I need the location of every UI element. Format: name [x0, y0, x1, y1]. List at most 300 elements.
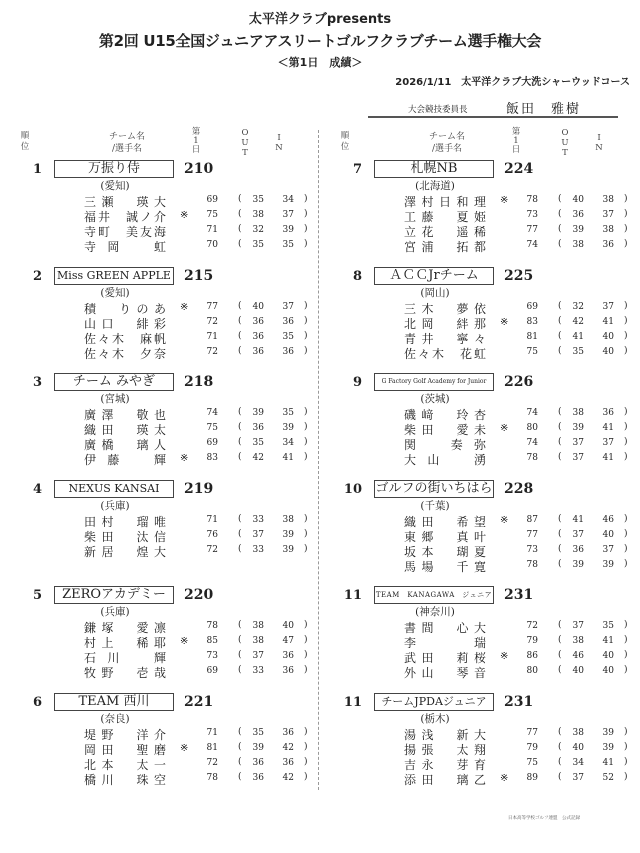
- paren-close: ): [624, 224, 628, 234]
- player-score: 81: [206, 742, 218, 753]
- player-in-score: 41: [602, 316, 614, 327]
- paren-close: ): [624, 558, 628, 569]
- drop-score-mark: ※: [180, 301, 189, 313]
- player-out-score: 36: [252, 331, 264, 342]
- player-row: [332, 421, 632, 436]
- player-score: 75: [206, 210, 218, 220]
- player-name: 橋川 珠空: [84, 772, 166, 787]
- player-in-score: 46: [602, 514, 614, 525]
- team-rank: 8: [352, 268, 362, 284]
- player-row: [332, 649, 632, 664]
- paren-close: ): [624, 543, 628, 554]
- player-score: 72: [206, 544, 218, 555]
- player-score: 80: [526, 666, 538, 676]
- team-total: 218: [184, 374, 214, 390]
- player-out-score: 35: [252, 195, 264, 205]
- player-list: [332, 619, 632, 679]
- player-name: 書間 心大: [404, 621, 486, 635]
- player-row: [332, 193, 632, 208]
- team-prefecture: (千葉): [420, 499, 450, 512]
- player-in-score: 38: [602, 195, 614, 205]
- paren-open: (: [238, 528, 242, 539]
- player-out-score: 39: [252, 408, 264, 418]
- team-rank: 11: [343, 588, 362, 603]
- player-row: [12, 451, 312, 466]
- paren-open: (: [238, 513, 242, 524]
- team-total: 231: [504, 693, 534, 710]
- paren-close: ): [304, 543, 308, 554]
- paren-open: (: [558, 543, 562, 554]
- drop-score-mark: ※: [500, 316, 509, 328]
- player-row: [332, 238, 632, 253]
- player-in-score: 37: [602, 301, 614, 312]
- player-out-score: 39: [252, 742, 264, 753]
- team-prefecture: (兵庫): [100, 499, 130, 512]
- paren-close: ): [624, 194, 628, 204]
- player-in-score: 36: [282, 757, 294, 768]
- header-player-label: /選手名: [111, 144, 143, 154]
- paren-open: (: [558, 422, 562, 432]
- team-block: [332, 586, 632, 693]
- player-in-score: 42: [282, 772, 294, 783]
- player-in-score: 36: [602, 240, 614, 250]
- team-name: ＡＣＣJrチーム: [374, 267, 494, 285]
- paren-close: ): [304, 771, 308, 782]
- team-name: 札幌NB: [374, 160, 494, 178]
- paren-open: (: [558, 452, 562, 462]
- player-score: 83: [526, 316, 538, 327]
- player-out-score: 36: [572, 544, 584, 555]
- player-out-score: 37: [572, 438, 584, 448]
- player-score: 74: [526, 408, 538, 418]
- paren-open: (: [238, 209, 242, 219]
- paren-open: (: [558, 528, 562, 539]
- paren-open: (: [238, 543, 242, 554]
- drop-score-mark: ※: [500, 772, 509, 784]
- player-row: [12, 528, 312, 543]
- player-score: 77: [206, 301, 218, 312]
- player-out-score: 40: [572, 195, 584, 205]
- player-score: 69: [526, 301, 538, 312]
- player-in-score: 36: [602, 408, 614, 418]
- player-list: [332, 406, 632, 466]
- team-prefecture: (愛知): [100, 286, 130, 299]
- paren-open: (: [238, 650, 242, 660]
- player-row: [12, 756, 312, 771]
- player-in-score: 34: [282, 438, 294, 448]
- player-name: 工藤 夏姫: [404, 210, 486, 224]
- official-signature-line: [368, 100, 618, 118]
- paren-open: (: [238, 771, 242, 782]
- player-out-score: 37: [572, 453, 584, 463]
- player-score: 72: [526, 621, 538, 631]
- player-score: 71: [206, 331, 218, 342]
- player-in-score: 41: [282, 453, 294, 463]
- paren-open: (: [558, 209, 562, 219]
- team-block: [12, 267, 312, 374]
- player-out-score: 40: [252, 301, 264, 312]
- player-in-score: 37: [602, 544, 614, 555]
- player-in-score: 40: [602, 346, 614, 357]
- team-rank: 4: [32, 481, 42, 497]
- paren-open: (: [558, 771, 562, 782]
- player-out-score: 38: [572, 408, 584, 418]
- player-row: [332, 756, 632, 771]
- paren-close: ): [304, 528, 308, 539]
- paren-close: ): [624, 330, 628, 341]
- event-title: 第2回 U15全国ジュニアアスリートゴルフクラブチーム選手権大会: [98, 32, 542, 50]
- paren-open: (: [238, 300, 242, 311]
- player-out-score: 34: [572, 757, 584, 768]
- player-score: 73: [526, 544, 538, 555]
- paren-close: ): [624, 528, 628, 539]
- player-name: 堤野 洋介: [84, 727, 166, 742]
- player-name: 外山 琴音: [404, 666, 486, 680]
- player-row: [12, 300, 312, 315]
- player-name: 岡田 聖磨: [84, 742, 166, 757]
- player-out-score: 42: [252, 453, 264, 463]
- paren-open: (: [558, 300, 562, 311]
- paren-close: ): [304, 194, 308, 204]
- player-name: 湯浅 新大: [404, 727, 486, 742]
- player-name: 磯﨑 玲杏: [404, 408, 486, 422]
- player-name: 馬場 千寛: [404, 559, 486, 574]
- paren-open: (: [238, 194, 242, 204]
- team-name: チーム みやぎ: [54, 373, 174, 391]
- player-out-score: 33: [252, 514, 264, 525]
- player-score: 77: [526, 225, 538, 235]
- player-in-score: 39: [282, 423, 294, 433]
- player-score: 78: [206, 772, 218, 783]
- team-prefecture: (愛知): [100, 180, 130, 192]
- paren-open: (: [558, 239, 562, 249]
- player-score: 71: [206, 514, 218, 525]
- player-score: 89: [526, 772, 538, 783]
- player-score: 69: [206, 438, 218, 448]
- player-out-score: 32: [572, 301, 584, 312]
- paren-close: ): [304, 620, 308, 630]
- player-name: 柴田 汰信: [84, 529, 166, 544]
- team-block: [12, 373, 312, 480]
- drop-score-mark: ※: [500, 423, 509, 434]
- player-out-score: 35: [252, 727, 264, 738]
- paren-open: (: [238, 239, 242, 249]
- player-in-score: 47: [282, 636, 294, 646]
- paren-close: ): [624, 756, 628, 767]
- team-rank: 2: [32, 268, 42, 284]
- paren-close: ): [624, 620, 628, 630]
- player-score: 74: [526, 438, 538, 448]
- paren-close: ): [304, 635, 308, 645]
- team-block: [12, 160, 312, 267]
- player-score: 77: [526, 727, 538, 738]
- player-in-score: 39: [602, 727, 614, 738]
- player-in-score: 36: [282, 727, 294, 738]
- player-name: 織田 瑛太: [84, 423, 166, 437]
- player-name: 揚張 太翔: [404, 742, 486, 757]
- player-name: 廣澤 敬也: [84, 408, 166, 422]
- header-team-label: チーム名: [108, 132, 145, 142]
- paren-close: ): [304, 726, 308, 737]
- player-score: 69: [206, 195, 218, 205]
- player-in-score: 40: [602, 651, 614, 661]
- player-list: [12, 406, 312, 466]
- player-name: 石川 輝: [84, 651, 166, 665]
- player-out-score: 46: [572, 651, 584, 661]
- player-row: [332, 619, 632, 634]
- paren-close: ): [304, 513, 308, 524]
- paren-open: (: [558, 635, 562, 645]
- team-name: NEXUS KANSAI: [54, 480, 174, 498]
- player-row: [12, 193, 312, 208]
- drop-score-mark: ※: [180, 742, 189, 754]
- player-score: 80: [526, 423, 538, 433]
- paren-close: ): [624, 437, 628, 447]
- paren-close: ): [624, 239, 628, 249]
- header-out: O U T: [241, 128, 249, 158]
- paren-open: (: [558, 726, 562, 737]
- player-name: 澤村日和理: [404, 195, 486, 209]
- column-header: [332, 128, 632, 160]
- player-score: 69: [206, 666, 218, 676]
- player-in-score: 39: [602, 559, 614, 570]
- player-row: [12, 421, 312, 436]
- team-name: ZEROアカデミー: [54, 586, 174, 604]
- team-name: ゴルフの街いちはら: [375, 480, 493, 496]
- player-name: 寺岡 虹: [84, 240, 166, 254]
- player-name: 佐々木 夕奈: [84, 346, 166, 361]
- player-score: 72: [206, 346, 218, 357]
- player-out-score: 36: [252, 316, 264, 327]
- team-prefecture: (岡山): [420, 286, 450, 299]
- player-list: [12, 193, 312, 253]
- header-in: I N: [275, 133, 283, 153]
- player-name: 佐々木 花虹: [404, 346, 486, 361]
- paren-open: (: [238, 726, 242, 737]
- player-name: 田村 瑠唯: [84, 514, 166, 529]
- team-total: 210: [184, 161, 214, 177]
- team-total: 221: [184, 693, 214, 710]
- paren-open: (: [558, 620, 562, 630]
- paren-open: (: [238, 665, 242, 675]
- player-row: [12, 223, 312, 238]
- player-name: 吉永 芽育: [404, 757, 486, 772]
- paren-close: ): [304, 330, 308, 341]
- paren-open: (: [558, 345, 562, 356]
- team-rank: 3: [32, 375, 42, 390]
- paren-close: ): [624, 315, 628, 326]
- player-list: [12, 726, 312, 786]
- player-name: 北本 太一: [84, 757, 166, 772]
- paren-close: ): [624, 726, 628, 737]
- player-in-score: 39: [282, 529, 294, 540]
- player-name: 福井 誠ノ介: [84, 210, 166, 224]
- player-row: [332, 558, 632, 573]
- paren-close: ): [304, 422, 308, 432]
- player-name: 柴田 愛未: [404, 423, 486, 437]
- player-out-score: 38: [572, 727, 584, 738]
- team-prefecture: (茨城): [420, 393, 450, 405]
- player-in-score: 41: [602, 636, 614, 646]
- paren-open: (: [238, 756, 242, 767]
- player-in-score: 40: [602, 529, 614, 540]
- paren-close: ): [304, 407, 308, 417]
- team-block: [12, 480, 312, 587]
- paren-close: ): [624, 635, 628, 645]
- player-name: 大山 湧: [404, 453, 486, 467]
- player-name: 伊藤 輝: [84, 453, 166, 467]
- paren-open: (: [558, 665, 562, 675]
- header-player-label: /選手名: [431, 144, 463, 154]
- player-row: [12, 208, 312, 223]
- team-rank: 5: [32, 588, 42, 603]
- player-name: 青井 寧々: [404, 331, 486, 346]
- header-out: O U T: [561, 128, 569, 158]
- player-in-score: 40: [602, 331, 614, 342]
- paren-close: ): [304, 315, 308, 326]
- player-out-score: 38: [572, 636, 584, 646]
- player-row: [12, 543, 312, 558]
- paren-close: ): [304, 300, 308, 311]
- player-out-score: 35: [252, 438, 264, 448]
- player-list: [12, 619, 312, 679]
- player-out-score: 37: [572, 621, 584, 631]
- player-row: [12, 726, 312, 741]
- team-prefecture: (栃木): [420, 712, 450, 725]
- paren-open: (: [238, 315, 242, 326]
- paren-close: ): [304, 239, 308, 249]
- team-block: [332, 480, 632, 587]
- player-in-score: 37: [282, 301, 294, 312]
- player-name: 関 奏弥: [404, 438, 486, 452]
- team-total: 225: [504, 267, 534, 284]
- event-sponsor-title: 太平洋クラブpresents: [248, 12, 392, 27]
- team-prefecture: (奈良): [100, 712, 130, 725]
- player-row: [12, 619, 312, 634]
- player-score: 74: [206, 408, 218, 418]
- player-in-score: 35: [282, 408, 294, 418]
- player-in-score: 37: [602, 210, 614, 220]
- player-row: [332, 513, 632, 528]
- player-list: [332, 513, 632, 573]
- player-row: [332, 543, 632, 558]
- paren-close: ): [304, 665, 308, 675]
- team-name: TEAM 西川: [54, 693, 174, 711]
- paren-open: (: [238, 330, 242, 341]
- player-list: [332, 300, 632, 360]
- player-in-score: 34: [282, 195, 294, 205]
- paren-close: ): [624, 771, 628, 782]
- paren-close: ): [304, 209, 308, 219]
- player-list: [332, 726, 632, 786]
- player-row: [12, 634, 312, 649]
- team-block: [12, 693, 312, 800]
- player-in-score: 36: [282, 651, 294, 661]
- player-row: [332, 208, 632, 223]
- player-name: 山口 緋彩: [84, 316, 166, 331]
- paren-open: (: [238, 635, 242, 645]
- official-name: 飯田 雅樹: [506, 102, 582, 117]
- player-out-score: 39: [572, 423, 584, 433]
- player-name: 李 瑞: [404, 636, 486, 650]
- paren-close: ): [304, 437, 308, 447]
- paren-open: (: [558, 558, 562, 569]
- paren-open: (: [558, 513, 562, 524]
- team-block: [12, 586, 312, 693]
- player-out-score: 35: [572, 346, 584, 357]
- header-day1: 第 1 日: [511, 127, 521, 155]
- player-in-score: 41: [602, 423, 614, 433]
- drop-score-mark: ※: [500, 195, 509, 206]
- results-column-right: [332, 128, 632, 799]
- round-subtitle: ＜第1日 成績＞: [277, 56, 363, 69]
- paren-close: ): [624, 345, 628, 356]
- drop-score-mark: ※: [500, 651, 509, 662]
- player-out-score: 36: [252, 757, 264, 768]
- player-in-score: 38: [282, 514, 294, 525]
- team-rank: 9: [352, 375, 362, 390]
- header-team-player: [72, 131, 182, 155]
- player-list: [12, 300, 312, 360]
- paren-open: (: [238, 422, 242, 432]
- paren-open: (: [558, 194, 562, 204]
- player-name: 鎌塚 愛凛: [84, 621, 166, 635]
- player-out-score: 38: [252, 621, 264, 631]
- player-score: 83: [206, 453, 218, 463]
- player-score: 85: [206, 636, 218, 646]
- paren-open: (: [238, 224, 242, 234]
- paren-open: (: [238, 741, 242, 752]
- team-total: 215: [184, 267, 214, 284]
- paren-open: (: [238, 407, 242, 417]
- paren-close: ): [304, 756, 308, 767]
- team-prefecture: (宮城): [100, 393, 130, 405]
- player-in-score: 39: [602, 742, 614, 753]
- team-total: 224: [504, 161, 534, 177]
- header-rank: 順 位: [340, 131, 350, 152]
- paren-close: ): [304, 452, 308, 462]
- player-in-score: 35: [282, 240, 294, 250]
- player-row: [12, 406, 312, 421]
- player-name: 東郷 真叶: [404, 529, 486, 544]
- player-name: 寺町 美友海: [84, 225, 166, 239]
- player-name: 佐々木 麻帆: [84, 331, 166, 346]
- player-score: 75: [526, 757, 538, 768]
- results-column-left: [12, 128, 312, 799]
- player-name: 積 りのあ: [84, 301, 166, 316]
- player-out-score: 37: [252, 529, 264, 540]
- player-name: 新居 煌大: [84, 544, 166, 559]
- paren-close: ): [304, 741, 308, 752]
- team-total: 219: [184, 480, 214, 497]
- player-row: [12, 330, 312, 345]
- player-row: [332, 664, 632, 679]
- paren-open: (: [238, 452, 242, 462]
- player-out-score: 36: [252, 423, 264, 433]
- player-name: 北岡 絆那: [404, 316, 486, 331]
- player-score: 81: [526, 331, 538, 342]
- player-name: 廣橋 璃人: [84, 438, 166, 452]
- paren-open: (: [558, 330, 562, 341]
- column-header: [12, 128, 312, 160]
- player-row: [12, 238, 312, 253]
- team-name: G Factory Golf Academy for Junior: [374, 373, 494, 391]
- player-name: 村上 稀耶: [84, 636, 166, 650]
- player-score: 76: [206, 529, 218, 540]
- footer-note: 日本高等学校ゴルフ連盟 公式記録: [508, 816, 580, 821]
- player-row: [332, 300, 632, 315]
- player-name: 坂本 瑚夏: [404, 544, 486, 559]
